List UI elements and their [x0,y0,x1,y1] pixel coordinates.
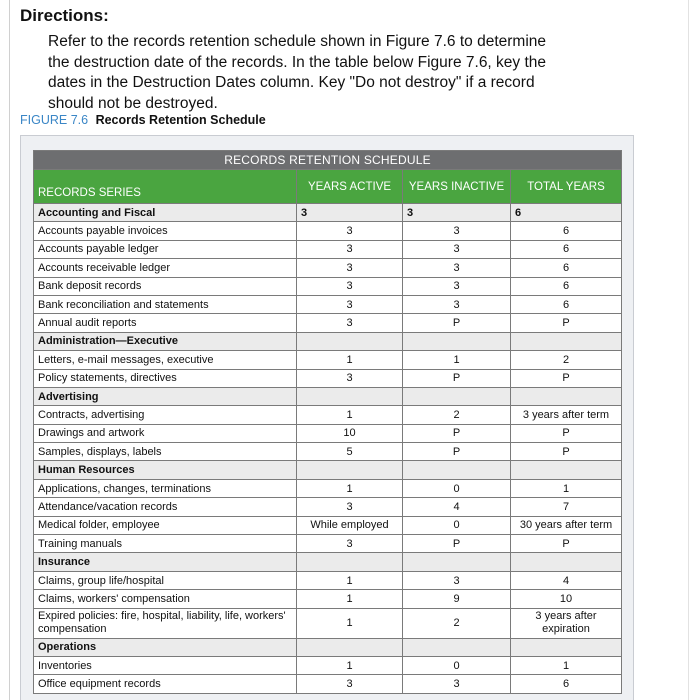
content-left-border [9,0,10,700]
total-years-cell: 30 years after term [511,516,622,534]
series-cell: Accounts payable ledger [34,240,297,258]
years-active-cell: 1 [297,608,403,638]
series-cell: Insurance [34,553,297,571]
records-series-header: RECORDS SERIES [34,170,297,204]
years-inactive-cell: 3 [403,240,511,258]
years-active-cell: 3 [297,240,403,258]
years-active-header: YEARS ACTIVE [297,170,403,204]
series-cell: Advertising [34,387,297,405]
years-active-cell: 1 [297,590,403,608]
years-inactive-cell: P [403,314,511,332]
table-row [34,479,622,497]
series-cell: Accounts receivable ledger [34,259,297,277]
years-active-cell [297,332,403,350]
directions-text: Refer to the records retention schedule shown in Figure 7.6 to determine the destruction date of the records. In the table below Figure 7.6, key the dates in the Destruction Dates column. Key "Do not destroy" if a record should not be destroyed. [48,33,547,112]
series-cell: Contracts, advertising [34,406,297,424]
years-active-cell: 3 [297,277,403,295]
years-active-cell: 1 [297,571,403,589]
years-active-cell: While employed [297,516,403,534]
years-active-cell: 3 [297,535,403,553]
total-years-cell: P [511,535,622,553]
total-years-cell: 2 [511,351,622,369]
total-years-cell: P [511,424,622,442]
total-years-cell: 6 [511,259,622,277]
years-inactive-cell: 3 [403,675,511,693]
years-inactive-cell: 0 [403,479,511,497]
years-inactive-header: YEARS INACTIVE [403,170,511,204]
total-years-cell: 4 [511,571,622,589]
years-active-cell: 3 [297,295,403,313]
years-inactive-cell: 3 [403,204,511,222]
table-row [34,675,622,693]
total-years-cell: 6 [511,675,622,693]
years-inactive-cell [403,332,511,350]
total-years-cell [511,461,622,479]
series-cell: Drawings and artwork [34,424,297,442]
series-cell: Policy statements, directives [34,369,297,387]
series-cell: Inventories [34,656,297,674]
series-cell: Accounting and Fiscal [34,204,297,222]
total-years-cell [511,553,622,571]
table-row [34,516,622,534]
schedule-body [34,204,622,694]
years-active-cell [297,638,403,656]
series-cell: Letters, e-mail messages, executive [34,351,297,369]
years-active-cell: 3 [297,314,403,332]
total-years-header: TOTAL YEARS [511,170,622,204]
years-active-cell: 3 [297,204,403,222]
content-right-border [688,0,689,700]
table-row [34,608,622,638]
total-years-cell: 6 [511,240,622,258]
years-inactive-cell [403,638,511,656]
table-row [34,443,622,461]
table-row [34,571,622,589]
series-cell: Medical folder, employee [34,516,297,534]
years-inactive-cell: 3 [403,222,511,240]
directions-heading: Directions: [20,6,109,25]
years-inactive-cell: P [403,424,511,442]
years-inactive-cell [403,387,511,405]
years-inactive-cell: 3 [403,277,511,295]
figure-title: Records Retention Schedule [95,113,266,127]
years-active-cell: 5 [297,443,403,461]
series-cell: Applications, changes, terminations [34,479,297,497]
category-row [34,553,622,571]
series-cell: Operations [34,638,297,656]
years-inactive-cell: 0 [403,516,511,534]
years-active-cell: 1 [297,479,403,497]
table-row [34,406,622,424]
table-row [34,369,622,387]
total-years-cell: P [511,443,622,461]
category-row [34,332,622,350]
years-inactive-cell: P [403,369,511,387]
table-row [34,498,622,516]
years-inactive-cell [403,553,511,571]
years-inactive-cell: 1 [403,351,511,369]
years-active-cell: 1 [297,351,403,369]
years-active-cell: 1 [297,656,403,674]
series-cell: Expired policies: fire, hospital, liability, life, workers' compensation [34,608,297,638]
total-years-cell: 6 [511,277,622,295]
series-cell: Claims, group life/hospital [34,571,297,589]
table-row [34,295,622,313]
years-inactive-cell: 4 [403,498,511,516]
years-active-cell: 3 [297,369,403,387]
total-years-cell: 7 [511,498,622,516]
total-years-cell: 6 [511,222,622,240]
total-years-cell: 6 [511,204,622,222]
total-years-cell: 1 [511,479,622,497]
years-active-cell: 3 [297,259,403,277]
total-years-cell: 10 [511,590,622,608]
total-years-cell [511,638,622,656]
total-years-cell: 3 years after term [511,406,622,424]
years-active-cell: 3 [297,222,403,240]
total-years-cell: P [511,314,622,332]
retention-schedule-table [33,150,622,694]
years-active-cell [297,553,403,571]
years-inactive-cell: 2 [403,608,511,638]
table-banner: RECORDS RETENTION SCHEDULE [34,151,622,170]
series-cell: Annual audit reports [34,314,297,332]
series-cell: Administration—Executive [34,332,297,350]
total-years-cell: 6 [511,295,622,313]
years-active-cell [297,461,403,479]
years-inactive-cell: 3 [403,571,511,589]
total-years-cell: 3 years after expiration [511,608,622,638]
table-row [34,351,622,369]
years-inactive-cell: 3 [403,295,511,313]
total-years-cell [511,387,622,405]
table-row [34,240,622,258]
years-inactive-cell: 2 [403,406,511,424]
total-years-cell: P [511,369,622,387]
series-cell: Samples, displays, labels [34,443,297,461]
years-inactive-cell: 0 [403,656,511,674]
series-cell: Training manuals [34,535,297,553]
table-row [34,424,622,442]
years-active-cell: 3 [297,675,403,693]
years-inactive-cell: 3 [403,259,511,277]
total-years-cell [511,332,622,350]
years-inactive-cell: P [403,443,511,461]
series-cell: Office equipment records [34,675,297,693]
figure-caption [20,113,266,127]
years-active-cell [297,387,403,405]
series-cell: Accounts payable invoices [34,222,297,240]
category-row [34,204,622,222]
table-row [34,222,622,240]
series-cell: Bank deposit records [34,277,297,295]
figure-number: FIGURE 7.6 [20,113,89,127]
category-row [34,638,622,656]
years-active-cell: 1 [297,406,403,424]
years-active-cell: 10 [297,424,403,442]
years-inactive-cell [403,461,511,479]
total-years-cell: 1 [511,656,622,674]
table-row [34,590,622,608]
category-row [34,387,622,405]
series-cell: Human Resources [34,461,297,479]
series-cell: Claims, workers' compensation [34,590,297,608]
series-cell: Attendance/vacation records [34,498,297,516]
table-row [34,656,622,674]
category-row [34,461,622,479]
table-row [34,314,622,332]
series-cell: Bank reconciliation and statements [34,295,297,313]
table-row [34,277,622,295]
years-inactive-cell: P [403,535,511,553]
years-inactive-cell: 9 [403,590,511,608]
table-row [34,259,622,277]
table-row [34,535,622,553]
years-active-cell: 3 [297,498,403,516]
